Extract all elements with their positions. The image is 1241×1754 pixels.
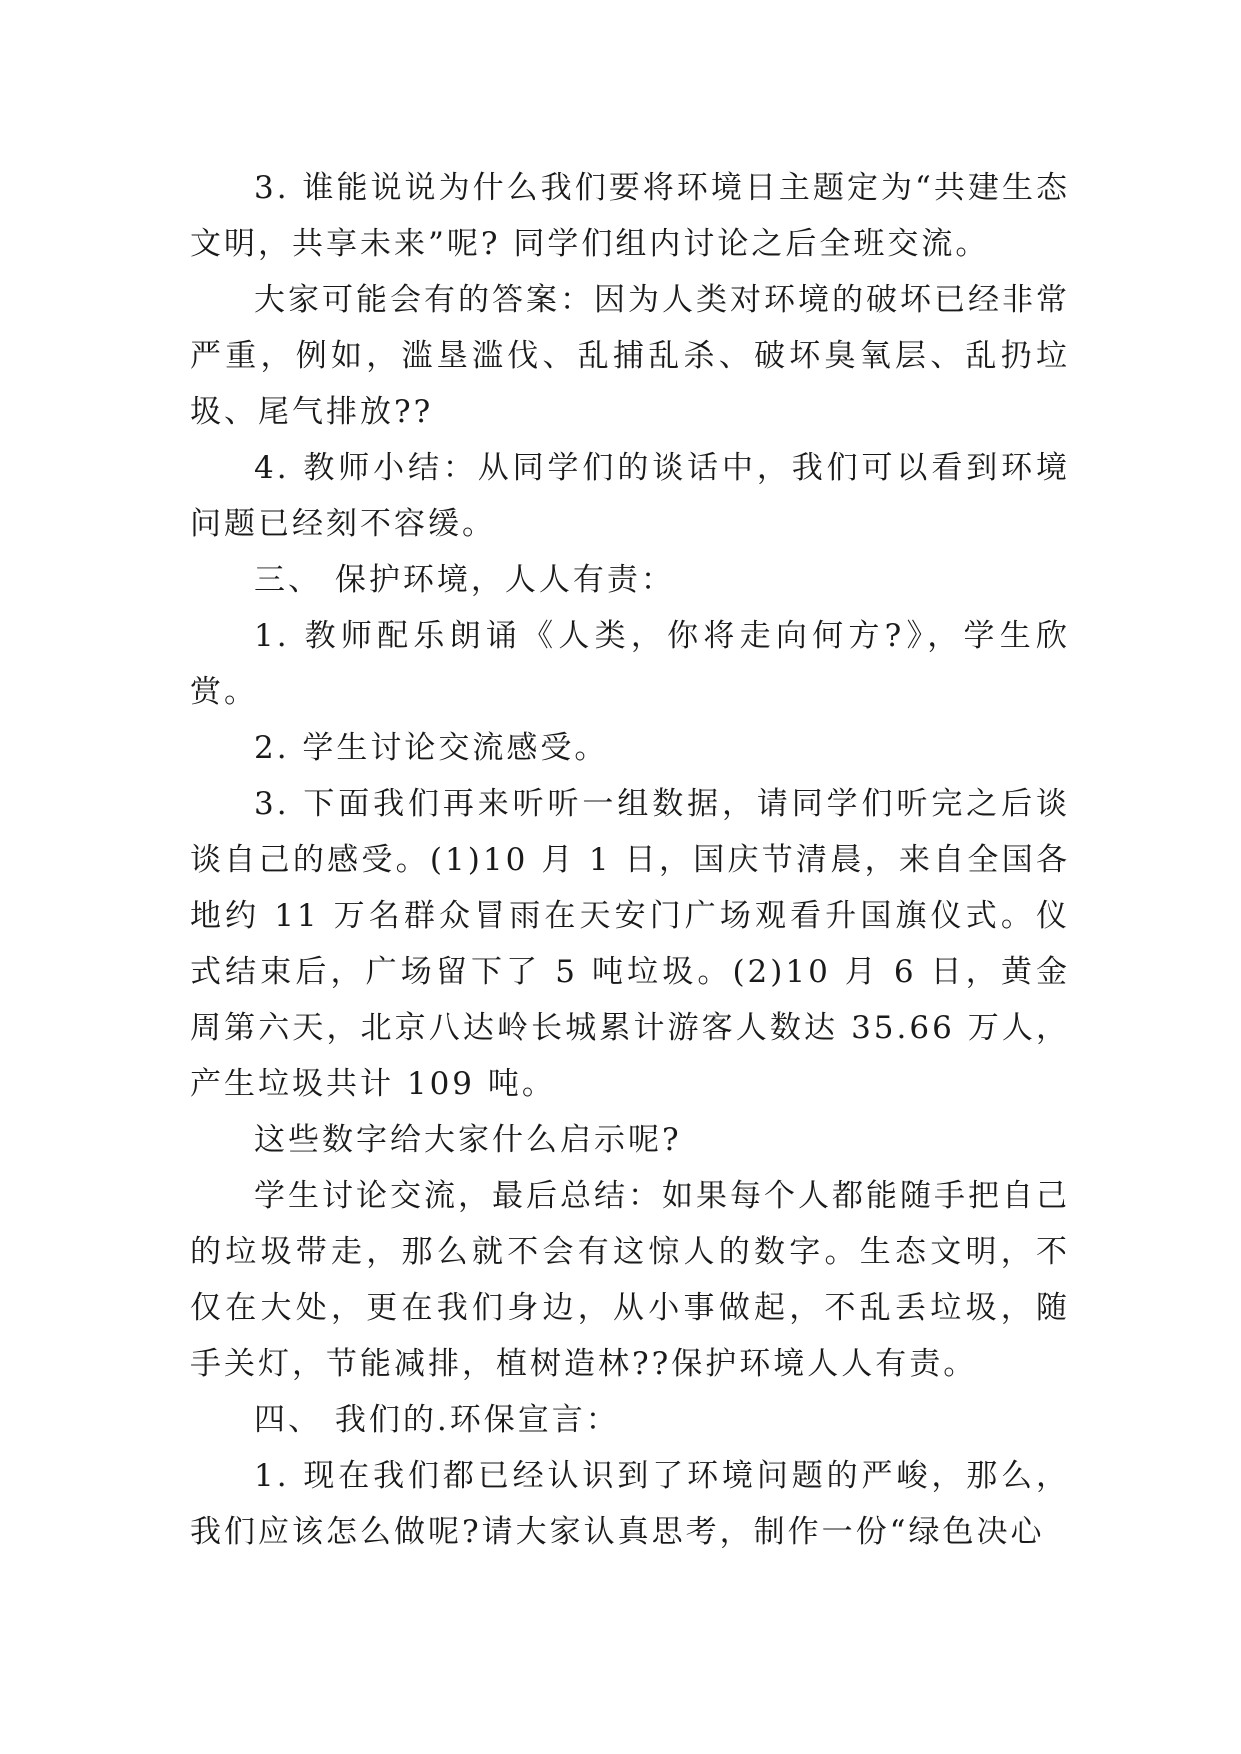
section-heading-3: 三、 保护环境，人人有责： — [254, 562, 675, 598]
paragraph-item-3: 3. 下面我们再来听听一组数据，请同学们听完之后谈谈自己的感受。(1)10 月 1 日，国庆节清晨，来自全国各地约 11 万名群众冒雨在天安门广场观看升国旗仪式。仪式结束后，广场留下了 5 吨垃圾。(2)10 月 6 日，黄金周第六天，北京八达岭长城累计游客人数达 35.66 万人，产生垃圾共计 109 吨。 — [190, 786, 1070, 1102]
document-body — [190, 160, 1070, 1560]
paragraph-declaration-item-1: 1. 现在我们都已经认识到了环境问题的严峻，那么，我们应该怎么做呢?请大家认真思考，制作一份“绿色决心 — [190, 1458, 1070, 1550]
paragraph-possible-answers: 大家可能会有的答案：因为人类对环境的破坏已经非常严重，例如，滥垦滥伐、乱捕乱杀、破坏臭氧层、乱扔垃圾、尾气排放?? — [190, 282, 1070, 430]
paragraph-item-2: 2. 学生讨论交流感受。 — [254, 730, 609, 766]
paragraph-teacher-summary: 4. 教师小结：从同学们的谈话中，我们可以看到环境问题已经刻不容缓。 — [190, 450, 1070, 542]
paragraph-item-1: 1. 教师配乐朗诵《人类，你将走向何方?》，学生欣赏。 — [190, 618, 1070, 710]
paragraph-discussion-summary: 学生讨论交流，最后总结：如果每个人都能随手把自己的垃圾带走，那么就不会有这惊人的数字。生态文明，不仅在大处，更在我们身边，从小事做起，不乱丢垃圾，随手关灯，节能减排，植树造林??保护环境人人有责。 — [190, 1178, 1070, 1382]
paragraph-question-3: 3. 谁能说说为什么我们要将环境日主题定为“共建生态文明，共享未来”呢? 同学们组内讨论之后全班交流。 — [190, 170, 1070, 262]
section-heading-4: 四、 我们的.环保宣言： — [254, 1402, 620, 1438]
paragraph-question-numbers: 这些数字给大家什么启示呢? — [254, 1122, 682, 1158]
